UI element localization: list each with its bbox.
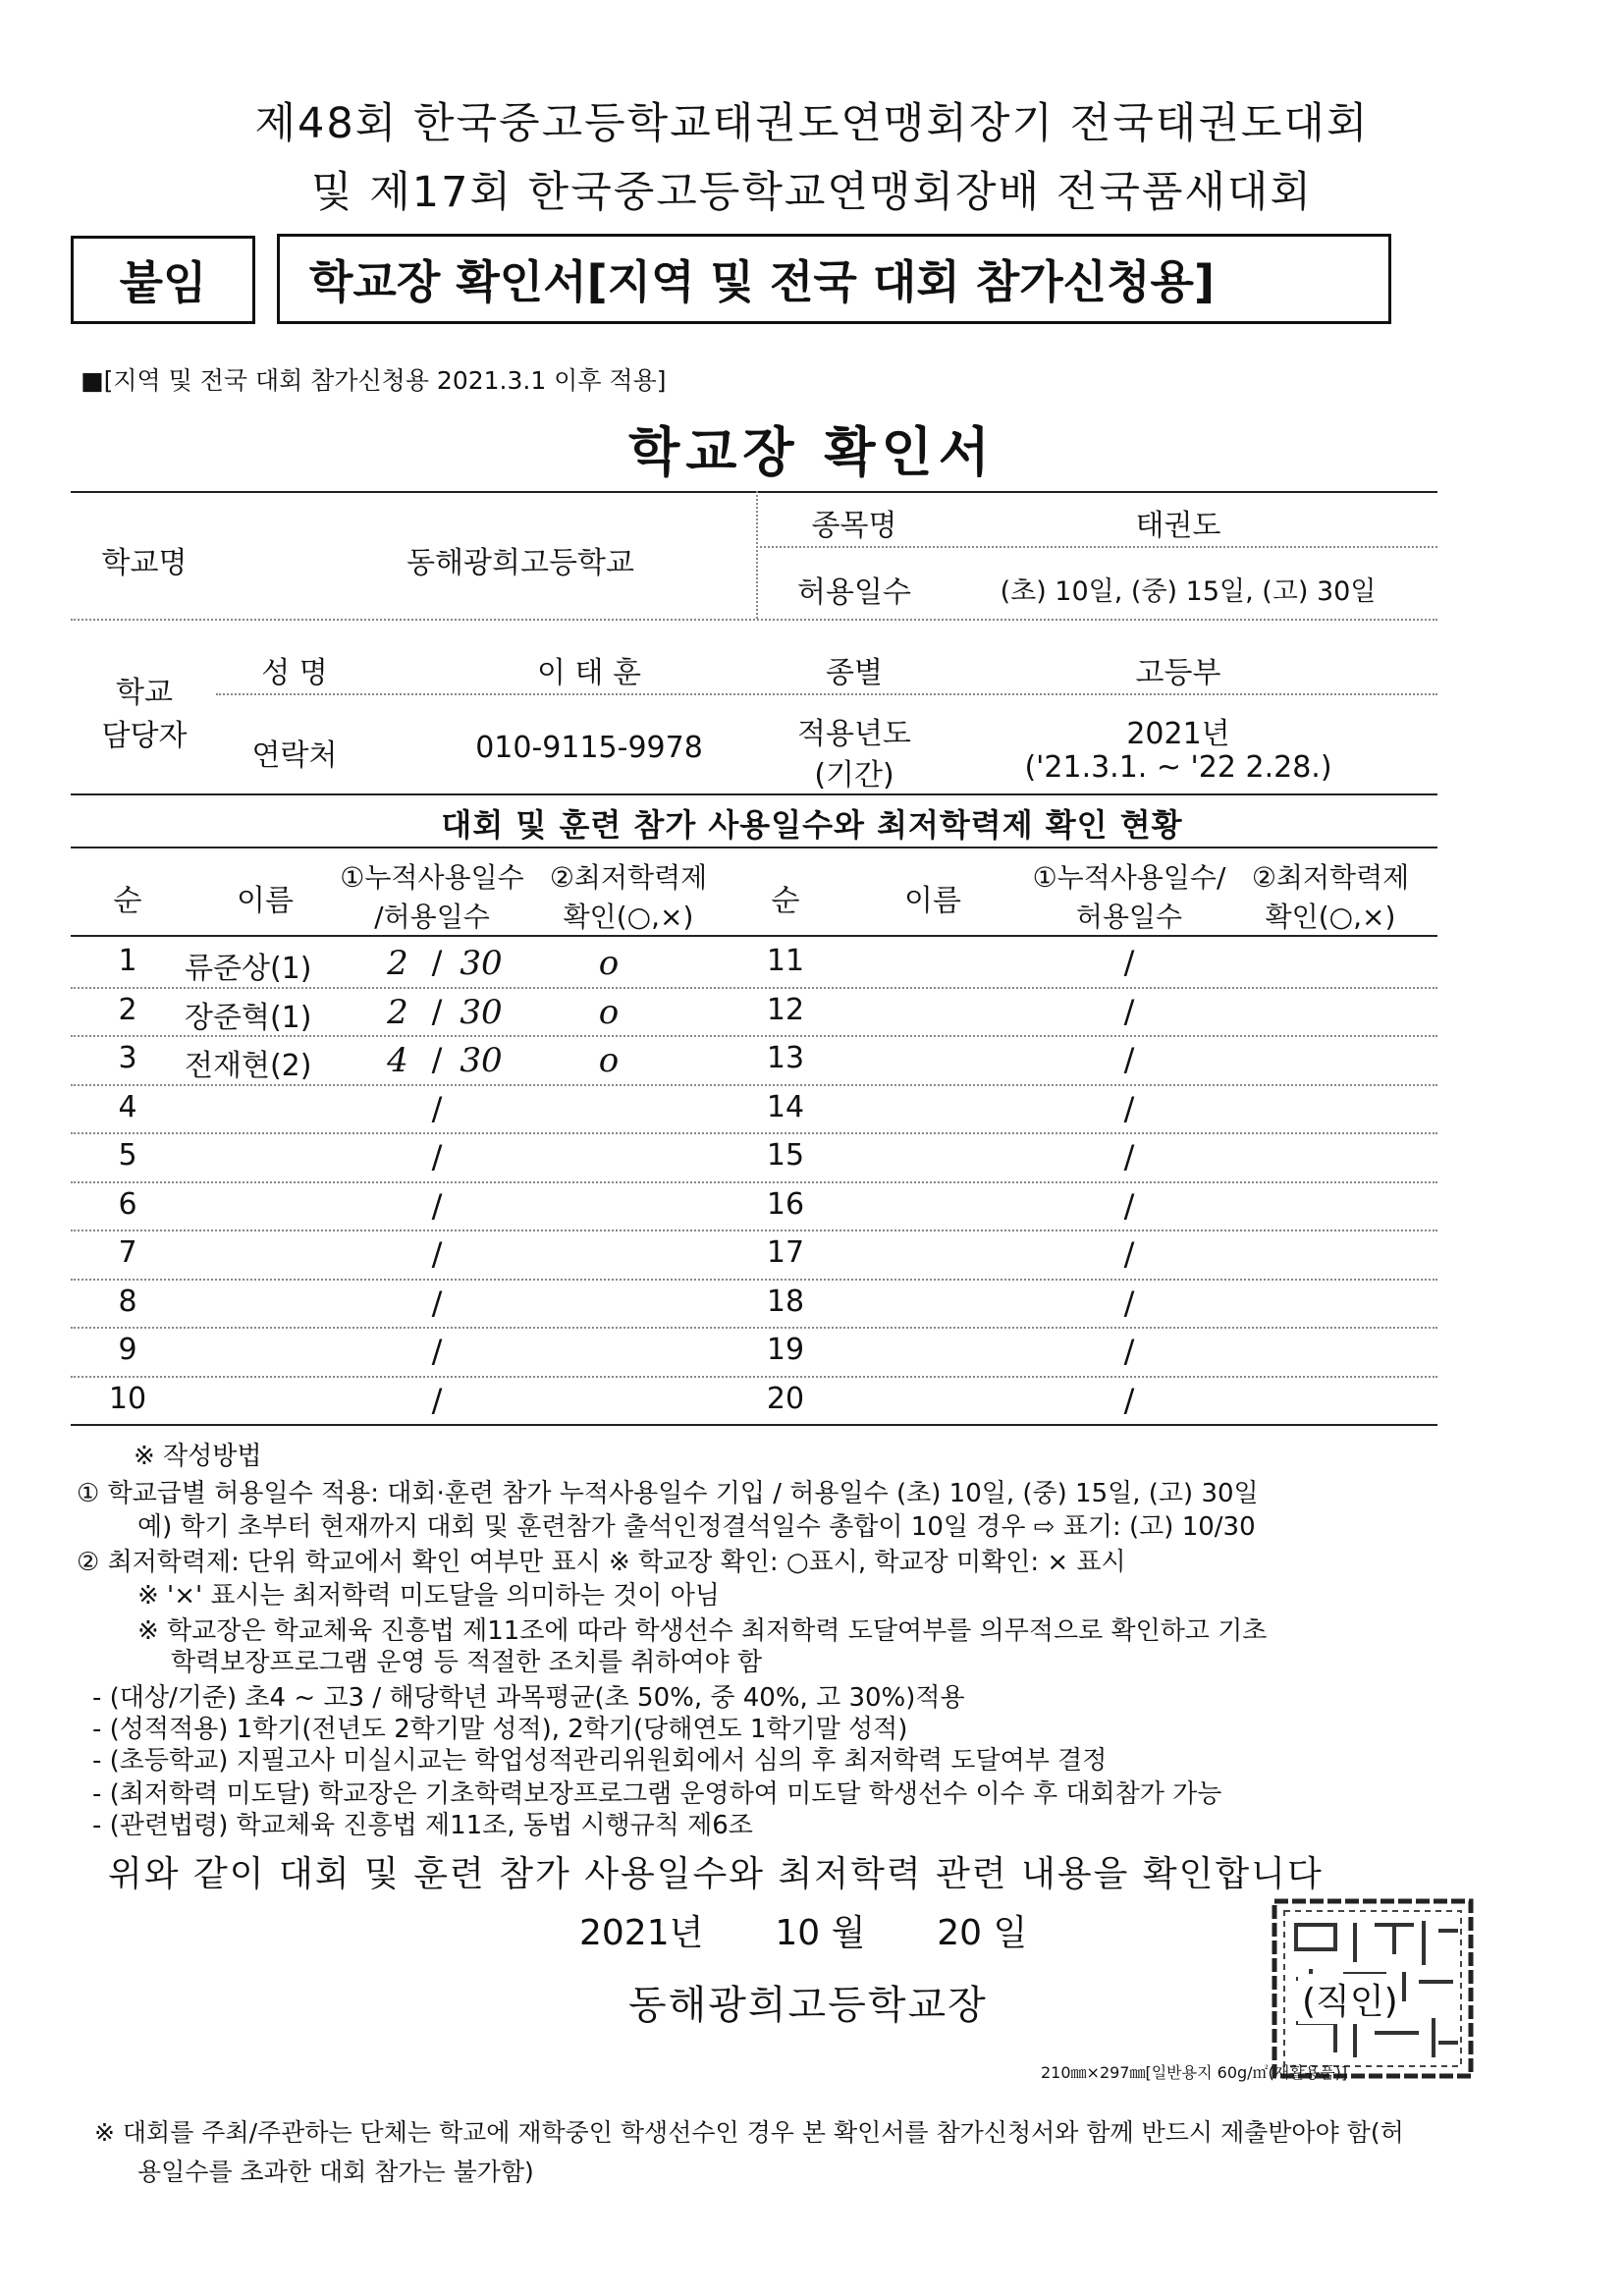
row-number-right: 11: [766, 944, 805, 978]
scope-note: ■[지역 및 전국 대회 참가신청용 2021.3.1 이후 적용]: [81, 366, 667, 395]
col-header-no-right: 순: [771, 884, 800, 918]
academic-check: o: [598, 944, 620, 983]
event-value: 태권도: [1135, 509, 1221, 543]
year-value: 2021년: [1126, 717, 1230, 751]
col-header-days-line2: /허용일수: [374, 901, 490, 933]
table-bottom-rule: [71, 1424, 1437, 1426]
notes-heading: ※ 작성방법: [134, 1442, 262, 1471]
manager-name-label: 성 명: [261, 656, 328, 690]
days-separator-right: /: [1123, 992, 1135, 1030]
days-separator-right: /: [1123, 1381, 1135, 1419]
row-number-right: 14: [766, 1089, 805, 1124]
principal-name: 동해광희고등학교장: [628, 1983, 988, 2028]
col-header-days-line1: ①누적사용일수: [340, 861, 524, 894]
note-line: 예) 학기 초부터 현재까지 대회 및 훈련참가 출석인정결석일수 총합이 10일 경우 ⇨ 표기: (고) 10/30: [137, 1512, 1256, 1542]
col-header-check-line1: ②최저학력제: [549, 861, 708, 894]
col-header-days-right-line2: 허용일수: [1075, 901, 1183, 933]
school-name-value: 동해광희고등학교: [406, 546, 634, 580]
year-label-line1: 적용년도: [797, 717, 911, 751]
days-separator-right: /: [1123, 1089, 1135, 1127]
note-line: - (관련법령) 학교체육 진흥법 제11조, 동법 시행규칙 제6조: [92, 1811, 753, 1840]
row-number: 8: [118, 1284, 137, 1319]
row-number-right: 15: [766, 1138, 805, 1173]
note-line: ① 학교급별 허용일수 적용: 대회·훈련 참가 누적사용일수 기입 / 허용일수 (초) 10일, (중) 15일, (고) 30일: [77, 1479, 1259, 1508]
academic-check: o: [598, 1041, 620, 1080]
header-box-title: 학교장 확인서[지역 및 전국 대회 참가신청용]: [309, 255, 1215, 308]
division-value: 고등부: [1135, 656, 1221, 690]
days-separator-right: /: [1123, 1284, 1135, 1322]
division-label: 종별: [826, 656, 883, 690]
note-line: - (대상/기준) 초4 ~ 고3 / 해당학년 과목평균(초 50%, 중 40%, 고 30%)적용: [92, 1683, 965, 1713]
manager-label-line2: 담당자: [101, 719, 188, 753]
row-divider: [71, 1376, 1437, 1378]
row-number: 4: [118, 1089, 137, 1124]
days-separator: /: [431, 1284, 443, 1322]
col-header-days-right-line1: ①누적사용일수/: [1032, 861, 1226, 894]
event-title-line2: 및 제17회 한국중고등학교연맹회장배 전국품새대회: [310, 168, 1314, 217]
table-top-rule: [71, 847, 1437, 848]
info-table-top-rule: [71, 491, 1437, 493]
row-number-right: 13: [766, 1041, 805, 1075]
row-number: 1: [118, 944, 137, 978]
days-separator: /: [431, 1235, 443, 1273]
row-number-right: 12: [766, 992, 805, 1027]
allowed-days-value: (초) 10일, (중) 15일, (고) 30일: [1000, 576, 1377, 607]
col-header-name: 이름: [237, 884, 294, 918]
period-value: ('21.3.1. ~ '22 2.28.): [1024, 750, 1332, 785]
manager-name-value: 이 태 훈: [536, 656, 641, 690]
manager-label-line1: 학교: [116, 676, 173, 710]
days-separator-right: /: [1123, 944, 1135, 981]
attachment-tag: [71, 236, 255, 324]
info-divider: [756, 546, 1437, 548]
row-divider: [71, 1181, 1437, 1183]
row-number-right: 19: [766, 1333, 805, 1367]
col-header-name-right: 이름: [904, 884, 961, 918]
days-separator-right: /: [1123, 1138, 1135, 1175]
confirmation-text: 위와 같이 대회 및 훈련 참가 사용일수와 최저학력 관련 내용을 확인합니다: [108, 1854, 1324, 1894]
used-days: 4: [387, 1041, 408, 1080]
allowed-days: 30: [460, 1041, 503, 1080]
confirm-date: [579, 1905, 1027, 1955]
info-divider: [216, 693, 1437, 695]
date-month: 10 월: [775, 1913, 866, 1953]
participant-name: 장준혁(1): [185, 1000, 312, 1035]
row-number-right: 16: [766, 1186, 805, 1222]
row-divider: [71, 1132, 1437, 1134]
days-separator-right: /: [1123, 1333, 1135, 1370]
note-line: - (초등학교) 지필고사 미실시교는 학업성적관리위원회에서 심의 후 최저학력 도달여부 결정: [92, 1746, 1108, 1776]
note-line: - (최저학력 미도달) 학교장은 기초학력보장프로그램 운영하여 미도달 학생선수 이수 후 대회참가 가능: [92, 1779, 1222, 1809]
row-number: 9: [118, 1333, 137, 1367]
document-title: 학교장 확인서: [628, 421, 996, 483]
days-separator: /: [431, 1089, 443, 1127]
used-days: 2: [387, 992, 408, 1032]
days-separator: /: [431, 992, 443, 1030]
col-header-check-right-line2: 확인(○,×): [1265, 901, 1396, 933]
contact-label: 연락처: [251, 738, 338, 773]
allowed-days-label: 허용일수: [797, 575, 911, 610]
note-line: ※ '×' 표시는 최저학력 미도달을 의미하는 것이 아님: [137, 1581, 720, 1611]
section-title: 대회 및 훈련 참가 사용일수와 최저학력제 확인 현황: [441, 806, 1183, 844]
days-separator: /: [431, 1381, 443, 1419]
info-table-bottom-rule: [71, 793, 1437, 795]
row-number: 3: [118, 1041, 137, 1075]
allowed-days: 30: [460, 944, 503, 983]
col-header-check-line2: 확인(○,×): [563, 901, 694, 933]
days-separator: /: [431, 1186, 443, 1225]
info-divider: [71, 619, 1437, 621]
col-header-no: 순: [113, 884, 142, 918]
table-header-rule: [71, 935, 1437, 937]
note-line: ※ 학교장은 학교체육 진흥법 제11조에 따라 학생선수 최저학력 도달여부를 의무적으로 확인하고 기초: [137, 1616, 1268, 1646]
col-header-check-right-line1: ②최저학력제: [1251, 861, 1410, 894]
year-label-line2: (기간): [814, 758, 894, 793]
attachment-tag-label: 붙임: [119, 256, 207, 309]
used-days: 2: [387, 944, 408, 983]
participant-name: 류준상(1): [185, 952, 312, 986]
allowed-days: 30: [460, 992, 503, 1032]
row-divider: [71, 1230, 1437, 1231]
seal-label: (직인): [1298, 1974, 1402, 2024]
row-number: 10: [108, 1381, 147, 1416]
note-line: 학력보장프로그램 운영 등 적절한 조치를 취하여야 함: [171, 1648, 763, 1677]
note-line: ② 최저학력제: 단위 학교에서 확인 여부만 표시 ※ 학교장 확인: ○표시, 학교장 미확인: × 표시: [77, 1548, 1126, 1577]
row-number: 6: [118, 1186, 137, 1222]
days-separator: /: [431, 1138, 443, 1175]
contact-value: 010-9115-9978: [475, 731, 703, 765]
days-separator-right: /: [1123, 1235, 1135, 1273]
paper-spec: 210㎜×297㎜[일반용지 60g/㎡(재활용품)]: [1041, 2063, 1348, 2082]
date-year: 2021년: [579, 1913, 704, 1953]
row-number: 2: [118, 992, 137, 1027]
participant-name: 전재현(2): [185, 1049, 312, 1083]
header-title-box: [277, 234, 1391, 324]
row-divider: [71, 1327, 1437, 1329]
days-separator: /: [431, 1333, 443, 1370]
row-number: 5: [118, 1138, 137, 1173]
row-number-right: 18: [766, 1284, 805, 1319]
days-separator-right: /: [1123, 1186, 1135, 1225]
row-number-right: 17: [766, 1235, 805, 1270]
days-separator: /: [431, 944, 443, 981]
row-number: 7: [118, 1235, 137, 1270]
event-title-line1: 제48회 한국중고등학교태권도연맹회장기 전국태권도대회: [254, 99, 1370, 148]
note-line: - (성적적용) 1학기(전년도 2학기말 성적), 2학기(당해연도 1학기말 성적): [92, 1715, 908, 1744]
footer-note-line1: ※ 대회를 주최/주관하는 단체는 학교에 재학중인 학생선수인 경우 본 확인서를 참가신청서와 함께 반드시 제출받아야 함(허: [94, 2118, 1404, 2147]
event-label: 종목명: [811, 509, 897, 543]
date-day: 20 일: [937, 1913, 1028, 1953]
days-separator: /: [431, 1041, 443, 1078]
row-divider: [71, 1279, 1437, 1281]
academic-check: o: [598, 992, 620, 1032]
days-separator-right: /: [1123, 1041, 1135, 1078]
school-name-label: 학교명: [101, 546, 188, 580]
row-number-right: 20: [766, 1381, 805, 1416]
footer-note-line2: 용일수를 초과한 대회 참가는 불가함): [137, 2158, 534, 2186]
